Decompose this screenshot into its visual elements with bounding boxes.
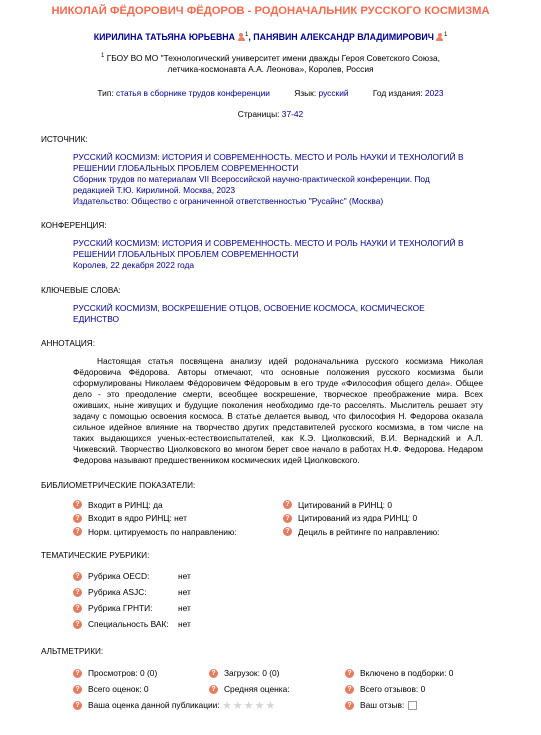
author-separator: , bbox=[248, 32, 251, 42]
source-block bbox=[73, 152, 541, 207]
help-icon[interactable]: ? bbox=[73, 514, 82, 523]
help-icon[interactable]: ? bbox=[73, 604, 82, 613]
help-icon[interactable]: ? bbox=[73, 701, 82, 710]
bibliometrics-grid bbox=[73, 498, 493, 539]
author-2-link[interactable]: ПАНЯВИН АЛЕКСАНДР ВЛАДИМИРОВИЧ bbox=[253, 32, 434, 42]
annotation-text: Настоящая статья посвящена анализу идей родоначальника русского космизма Николая Фёдоровича Фёдорова. Авторы отмечают, что основные положения русского космизма были сформулированы Николаем Фёдоровичем Фёдоровым в его труде «Философия общего дела». Общее дело - это преодоление смерти, всеобщее воскрешение, творческое преображение мира. Всех оживших, ныне живущих и будущие поколения необходимо где-то расселять. Мыслитель решает эту задачу с помощью освоения космоса. В статье делается вывод, что философия Н. Федорова оказала сильное идейное влияние на творчество других представителей русского космизма, в том числе на таких выдающихся ученых-естествоиспытателей, как К.Э. Циолковский, В.И. Вернадский и А.Л. Чижевский. Творчество Циолковского во многом берет свое начало в работах Н.Ф. Федорова. Недаром Федорова называют предшественником космических идей Циолковского. bbox=[73, 355, 483, 465]
altmetric-label: Включено в подборки: bbox=[360, 668, 447, 679]
help-icon[interactable]: ? bbox=[73, 685, 82, 694]
bibliometric-value: 0 bbox=[412, 513, 418, 524]
help-icon[interactable]: ? bbox=[73, 500, 82, 509]
help-icon[interactable]: ? bbox=[209, 669, 218, 678]
keyword-link[interactable]: ОСВОЕНИЕ КОСМОСА bbox=[263, 302, 356, 313]
altmetric-label: Загрузок: bbox=[224, 668, 260, 679]
keyword-link[interactable]: ВОСКРЕШЕНИЕ ОТЦОВ bbox=[162, 302, 259, 313]
altmetric-item bbox=[209, 668, 345, 678]
bibliometrics-row bbox=[73, 525, 493, 539]
bibliometric-value: 0 bbox=[387, 499, 392, 510]
year-value: 2023 bbox=[424, 87, 444, 98]
rubric-value: нет bbox=[178, 587, 191, 598]
bibliometric-label: Входит в ядро РИНЦ: bbox=[88, 513, 172, 524]
language-value: русский bbox=[318, 87, 349, 98]
page-title: НИКОЛАЙ ФЁДОРОВИЧ ФЁДОРОВ - РОДОНАЧАЛЬНИК РУССКОГО КОСМИЗМА bbox=[51, 5, 490, 17]
help-icon[interactable]: ? bbox=[283, 500, 292, 509]
pages-value: 37-42 bbox=[281, 108, 304, 119]
language-label: Язык: bbox=[294, 87, 317, 98]
conference-label: КОНФЕРЕНЦИЯ: bbox=[41, 220, 107, 230]
keywords-label: КЛЮЧЕВЫЕ СЛОВА: bbox=[41, 285, 121, 295]
user-icon bbox=[436, 33, 444, 41]
annotation-label: АННОТАЦИЯ: bbox=[41, 338, 95, 348]
rubric-label: Специальность ВАК: bbox=[88, 619, 169, 630]
publisher-label: Издательство: bbox=[73, 195, 129, 206]
bibliometric-item bbox=[283, 513, 493, 523]
bibliometric-value: нет bbox=[174, 513, 187, 524]
help-icon[interactable]: ? bbox=[283, 527, 292, 536]
bibliometrics-row bbox=[73, 511, 493, 525]
authors bbox=[0, 32, 541, 42]
help-icon[interactable]: ? bbox=[345, 669, 354, 678]
keywords-list bbox=[73, 303, 541, 325]
publisher-city: (Москва) bbox=[349, 195, 384, 206]
bibliometric-label: Норм. цитируемость по направлению: bbox=[88, 526, 237, 537]
rubric-row bbox=[73, 584, 541, 600]
source-label: ИСТОЧНИК: bbox=[41, 134, 88, 144]
affiliation bbox=[0, 51, 541, 75]
rubric-row bbox=[73, 600, 541, 616]
review-label: Ваш отзыв: bbox=[360, 700, 405, 711]
affiliation-sup: 1 bbox=[101, 53, 105, 59]
keyword-link[interactable]: РУССКИЙ КОСМИЗМ bbox=[73, 302, 158, 313]
bibliometric-label: Дециль в рейтинге по направлению: bbox=[298, 526, 440, 537]
rubric-value: нет bbox=[178, 619, 191, 630]
pages bbox=[0, 109, 541, 119]
pages-label: Страницы: bbox=[237, 108, 280, 119]
affiliation-text: ГБОУ ВО МО "Технологический университет имени дважды Героя Советского Союза, летчика-космонавта А.А. Леонова», Королев, Россия bbox=[106, 52, 440, 74]
source-publisher bbox=[73, 196, 471, 207]
rubric-label: Рубрика ГРНТИ: bbox=[88, 603, 153, 614]
bibliometrics-row bbox=[73, 498, 493, 512]
altmetric-item bbox=[73, 684, 209, 694]
keyword-separator: , bbox=[258, 302, 264, 313]
altmetrics-label: АЛЬТМЕТРИКИ: bbox=[41, 647, 104, 657]
conference-title-link[interactable]: РУССКИЙ КОСМИЗМ: ИСТОРИЯ И СОВРЕМЕННОСТЬ. МЕСТО И РОЛЬ НАУКИ И ТЕХНОЛОГИЙ В РЕШЕНИИ ГЛОБАЛЬНЫХ ПРОБЛЕМ СОВРЕМЕННОСТИ bbox=[73, 237, 464, 259]
altmetric-value: 0 (0) bbox=[140, 668, 158, 679]
bibliometrics-label: БИБЛИОМЕТРИЧЕСКИЕ ПОКАЗАТЕЛИ: bbox=[41, 480, 196, 490]
review-item bbox=[345, 700, 481, 710]
help-icon[interactable]: ? bbox=[209, 685, 218, 694]
altmetric-value: 0 bbox=[448, 668, 454, 679]
rating-label: Ваша оценка данной публикации: bbox=[88, 700, 220, 711]
conference-block bbox=[73, 238, 541, 271]
help-icon[interactable]: ? bbox=[283, 514, 292, 523]
keyword-separator: , bbox=[355, 302, 361, 313]
help-icon[interactable]: ? bbox=[73, 527, 82, 536]
rubric-label: Рубрика ASJC: bbox=[88, 587, 147, 598]
keyword-link[interactable]: КОСМИЧЕСКОЕ ЕДИНСТВО bbox=[73, 302, 425, 324]
help-icon[interactable]: ? bbox=[73, 588, 82, 597]
rating-item bbox=[73, 699, 345, 712]
altmetrics-grid bbox=[73, 665, 483, 713]
altmetric-item bbox=[73, 668, 209, 678]
bibliometric-item bbox=[283, 527, 493, 537]
author-1-link[interactable]: КИРИЛИНА ТАТЬЯНА ЮРЬЕВНА bbox=[93, 32, 236, 42]
rubrics-label: ТЕМАТИЧЕСКИЕ РУБРИКИ: bbox=[41, 551, 150, 561]
altmetric-label: Всего отзывов: bbox=[360, 684, 419, 695]
rubric-value: нет bbox=[178, 603, 191, 614]
help-icon[interactable]: ? bbox=[73, 572, 82, 581]
altmetric-value: 0 (0) bbox=[262, 668, 280, 679]
bibliometric-value: да bbox=[153, 499, 163, 510]
conference-place-date: Королев, 22 декабря 2022 года bbox=[73, 259, 195, 270]
altmetrics-row bbox=[73, 665, 483, 681]
bibliometric-label: Цитирований из ядра РИНЦ: bbox=[298, 513, 411, 524]
source-description: Сборник трудов по материалам VII Всероссийской научно-практической конференции. Под редакцией Т.Ю. Кирилиной. Москва, 2023 bbox=[73, 173, 430, 195]
altmetrics-row bbox=[73, 681, 483, 697]
publisher-link[interactable]: Общество с ограниченной ответственностью "Русайнс" bbox=[131, 195, 347, 206]
bibliometric-item bbox=[73, 513, 283, 523]
bibliometric-label: Цитирований в РИНЦ: bbox=[298, 499, 385, 510]
altmetric-item bbox=[209, 684, 345, 694]
altmetric-item bbox=[345, 684, 481, 694]
altmetric-label: Просмотров: bbox=[88, 668, 138, 679]
bibliometric-item bbox=[283, 500, 493, 510]
rubric-label: Рубрика OECD: bbox=[88, 571, 150, 582]
bibliometric-item bbox=[73, 500, 283, 510]
rubrics-list bbox=[73, 568, 541, 632]
keyword-separator: , bbox=[157, 302, 163, 313]
author-2-sup: 1 bbox=[443, 32, 448, 39]
review-checkbox[interactable] bbox=[408, 701, 417, 710]
help-icon[interactable]: ? bbox=[345, 685, 354, 694]
bibliometric-label: Входит в РИНЦ: bbox=[88, 499, 151, 510]
publication-meta bbox=[0, 88, 541, 98]
rubric-value: нет bbox=[178, 571, 191, 582]
author-1-sup: 1 bbox=[245, 32, 249, 39]
user-icon bbox=[237, 33, 245, 41]
type-value: статья в сборнике трудов конференции bbox=[116, 87, 270, 98]
help-icon[interactable]: ? bbox=[345, 701, 354, 710]
bibliometric-item bbox=[73, 527, 283, 537]
altmetric-label: Средняя оценка: bbox=[224, 684, 290, 695]
altmetrics-row bbox=[73, 697, 483, 713]
altmetric-value: 0 bbox=[143, 684, 149, 695]
type-label: Тип: bbox=[97, 87, 114, 98]
year-label: Год издания: bbox=[372, 87, 423, 98]
altmetric-item bbox=[345, 668, 481, 678]
altmetric-label: Всего оценок: bbox=[88, 684, 142, 695]
help-icon[interactable]: ? bbox=[73, 620, 82, 629]
rubric-row bbox=[73, 568, 541, 584]
altmetric-value: 0 bbox=[420, 684, 426, 695]
rubric-row bbox=[73, 616, 541, 632]
source-title-link[interactable]: РУССКИЙ КОСМИЗМ: ИСТОРИЯ И СОВРЕМЕННОСТЬ. МЕСТО И РОЛЬ НАУКИ И ТЕХНОЛОГИЙ В РЕШЕНИИ ГЛОБАЛЬНЫХ ПРОБЛЕМ СОВРЕМЕННОСТИ bbox=[73, 151, 464, 173]
rating-stars[interactable]: ★★★★★ bbox=[222, 699, 277, 712]
help-icon[interactable]: ? bbox=[73, 669, 82, 678]
